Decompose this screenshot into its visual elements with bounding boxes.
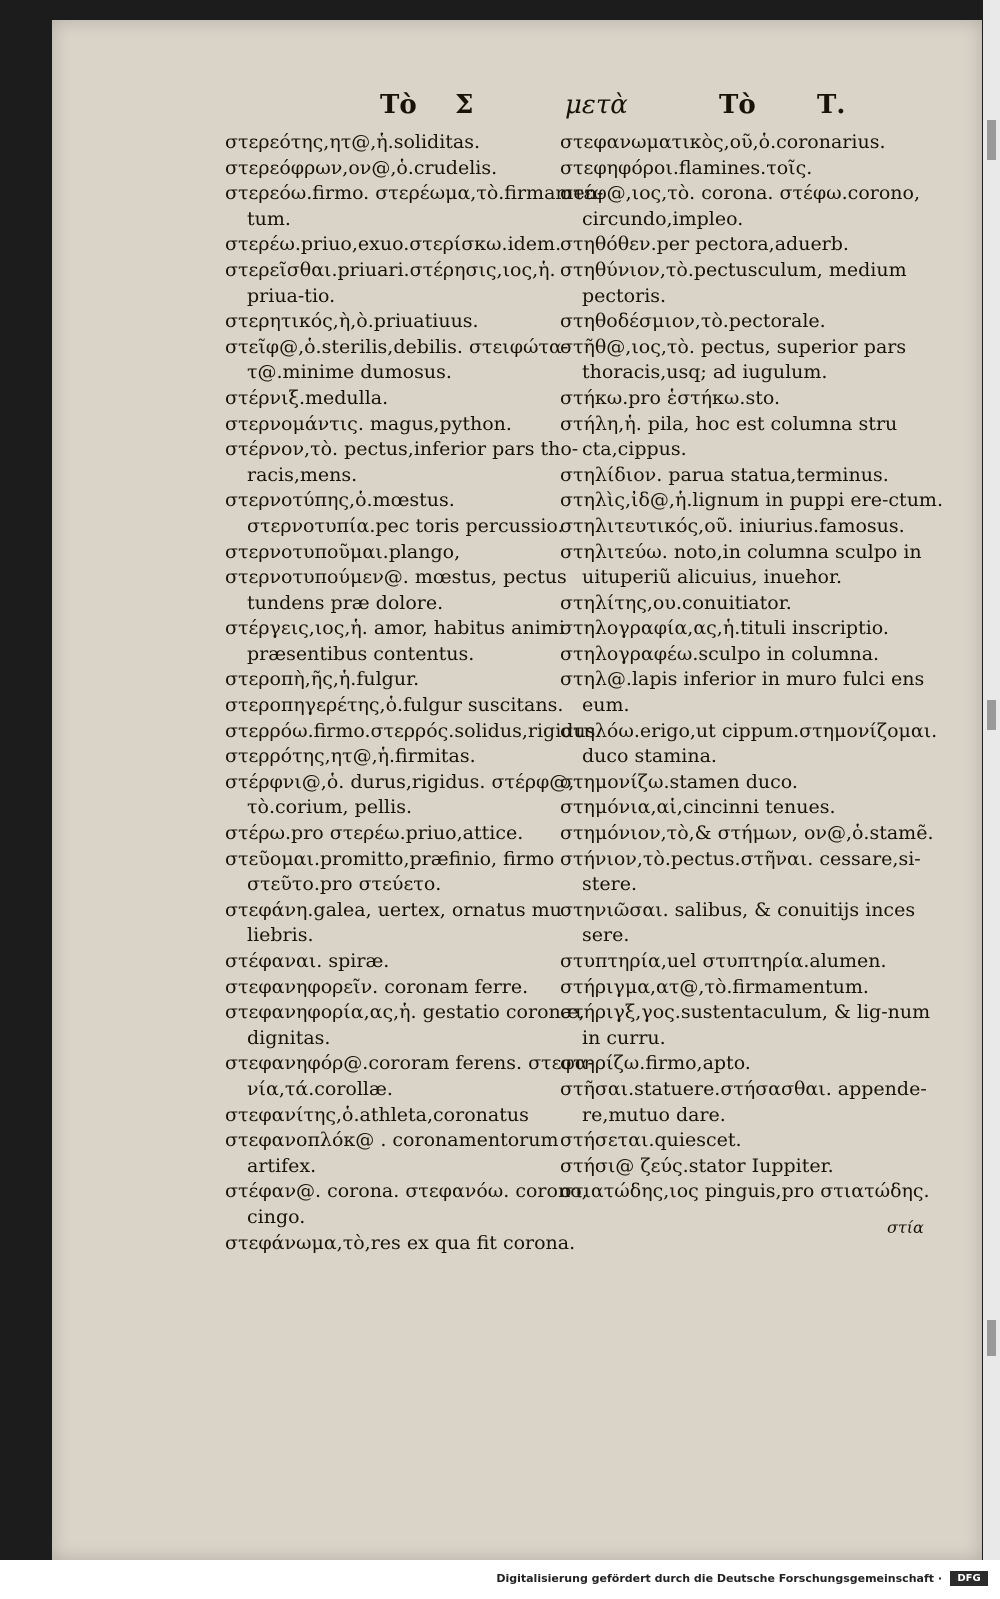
running-head-left-letter: Σ [455, 90, 474, 120]
dictionary-entry: στερεῖσθαι.priuari.στέρησις,ιος,ἡ. priua-tio. [225, 258, 556, 307]
dictionary-entry: στεφανηφορία,ας,ἡ. gestatio coronæ, dignitas. [225, 1001, 585, 1049]
dictionary-entry: στηλόω.erigo,ut cippum.στημονίζομαι. duco stamina. [560, 719, 938, 768]
dictionary-entry: στέφ@,ιος,τὸ. corona. στέφω.corono, circundo,impleo. [560, 182, 920, 230]
spine-strip [983, 0, 1000, 1560]
spine-mark [987, 120, 996, 160]
catchword: στία [887, 1218, 924, 1237]
dictionary-entry: στεφανηφόρ@.cororam ferens. στεφα-νία,τά.corollæ. [225, 1052, 594, 1100]
dictionary-entry: στερητικός,ὴ,ὸ.priuatiuus. [225, 310, 479, 333]
dictionary-entry: στηλίδιον. parua statua,terminus. [560, 463, 889, 486]
dictionary-entry: στήριγμα,ατ@,τὸ.firmamentum. [560, 975, 869, 998]
dictionary-entry: στεῖφ@,ὁ.sterilis,debilis. στειφώτα-τ@.minime dumosus. [225, 335, 569, 384]
dictionary-entry: στέφαν@. corona. στεφανόω. corono, cingo. [225, 1180, 588, 1228]
dictionary-entry: στέρφνι@,ὁ. durus,rigidus. στέρφ@, τὸ.corium, pellis. [225, 770, 575, 819]
dictionary-entry: στεφανηφορεῖν. coronam ferre. [225, 975, 529, 998]
dictionary-entry: στερνοτυπούμεν@. mœstus, pectus tundens præ dolore. [225, 566, 567, 614]
dictionary-entry: στηθύνιον,τὸ.pectusculum, medium pectoris. [560, 258, 907, 307]
right-column [560, 130, 950, 1205]
dictionary-entry: στερρόω.firmo.στερρός.solidus,rigidus [225, 719, 596, 742]
running-head-middle: μετὰ [565, 90, 628, 120]
dictionary-entry: στημόνια,αἱ,cincinni tenues. [560, 796, 836, 819]
dictionary-entry: στέρνον,τὸ. pectus,inferior pars tho-racis,mens. [225, 438, 579, 486]
dictionary-entry: στεφηφόροι.flamines.τοῖς. [560, 156, 813, 179]
dictionary-entry: στήλη,ἡ. pila, hoc est columna stru cta,cippus. [560, 412, 898, 461]
dictionary-entry: στῆθ@,ιος,τὸ. pectus, superior pars thoracis,usq; ad iugulum. [560, 335, 907, 384]
running-head [52, 90, 982, 130]
dictionary-entry: στεφανοπλόκ@ . coronamentorum artifex. [225, 1129, 559, 1177]
dictionary-entry: στῆσαι.statuere.στήσασθαι. appende-re,mutuo dare. [560, 1077, 927, 1126]
dictionary-entry: στυπτηρία,uel στυπτηρία.alumen. [560, 950, 887, 972]
running-head-right-letter: Τ. [817, 90, 846, 120]
dictionary-entry: στερεόφρων,ον@,ὁ.crudelis. [225, 156, 498, 179]
dictionary-entry: στεῦομαι.promitto,præfinio, firmo στεῦτο.pro στεύετο. [225, 847, 555, 896]
dictionary-entry: στήσι@ ζεύς.stator Iuppiter. [560, 1154, 834, 1177]
dictionary-entry: στημονίζω.stamen duco. [560, 770, 798, 793]
dictionary-entry: στιατώδης,ιος pinguis,pro στιατώδης. [560, 1180, 930, 1203]
running-head-left-word: Τὸ [380, 90, 417, 120]
dictionary-entry: στεροπηγερέτης,ὁ.fulgur suscitans. [225, 694, 564, 717]
dictionary-entry: στήσεται.quiescet. [560, 1129, 742, 1152]
dictionary-entry: στήκω.pro ἑστήκω.sto. [560, 386, 780, 409]
dictionary-entry: στέφαναι. spiræ. [225, 950, 390, 972]
dictionary-entry: στηθοδέσμιον,τὸ.pectorale. [560, 310, 826, 333]
dictionary-entry: στεφάνη.galea, uertex, ornatus mu liebris. [225, 898, 562, 947]
dictionary-entry: στηλὶς,ἰδ@,ἡ.lignum in puppi ere-ctum. [560, 489, 943, 512]
dictionary-entry: στημόνιον,τὸ,& στήμων, ον@,ὁ.stamẽ. [560, 822, 934, 845]
dictionary-entry: στεφανωματικὸς,οῦ,ὁ.coronarius. [560, 131, 886, 153]
spine-mark [987, 1320, 996, 1356]
dictionary-entry: στεροπὴ,ῆς,ἡ.fulgur. [225, 668, 420, 691]
dictionary-entry: στηλογραφέω.sculpo in columna. [560, 642, 880, 665]
dictionary-entry: στερρότης,ητ@,ἡ.firmitas. [225, 745, 476, 768]
dictionary-entry: στεφάνωμα,τὸ,res ex qua fit corona. [225, 1231, 576, 1254]
dictionary-entry: στερεόω.firmo. στερέωμα,τὸ.firmamen-tum. [225, 182, 604, 230]
running-head-right-word: Τὸ [719, 90, 756, 120]
dictionary-entry: στηλογραφία,ας,ἡ.tituli inscriptio. [560, 617, 889, 640]
dictionary-entry: στερνοτυποῦμαι.plango, [225, 540, 461, 563]
dictionary-entry: στέργεις,ιος,ἡ. amor, habitus animi præsentibus contentus. [225, 617, 565, 665]
dictionary-entry: στηρίζω.firmo,apto. [560, 1052, 751, 1075]
dictionary-entry: στήριγξ,γος.sustentaculum, & lig-num in curru. [560, 1001, 931, 1049]
dictionary-entry: στηλιτεύω. noto,in columna sculpo in uituperiũ alicuius, inuehor. [560, 540, 922, 589]
dictionary-entry: στηλ@.lapis inferior in muro fulci ens eum. [560, 668, 925, 717]
dictionary-entry: στερνομάντις. magus,python. [225, 412, 512, 435]
dictionary-entry: στηλίτης,ου.conuitiator. [560, 591, 792, 614]
dictionary-entry: στερνοτύπης,ὁ.mœstus. στερνοτυπία.pec toris percussio. [225, 489, 564, 537]
dictionary-entry: στηνιῶσαι. salibus, & conuitijs inces sere. [560, 898, 916, 947]
dictionary-entry: στηθόθεν.per pectora,aduerb. [560, 233, 849, 256]
dictionary-entry: στερεότης,ητ@,ἡ.soliditas. [225, 131, 481, 153]
dictionary-entry: στήνιον,τὸ.pectus.στῆναι. cessare,si-stere. [560, 847, 921, 896]
footer-credit: Digitalisierung gefördert durch die Deutsche Forschungsgemeinschaft · [496, 1572, 942, 1585]
dictionary-entry: στεφανίτης,ὁ.athleta,coronatus [225, 1103, 529, 1126]
spine-mark [987, 700, 996, 730]
dictionary-entry: στέρνιξ.medulla. [225, 386, 389, 409]
footer [0, 1572, 1000, 1592]
left-column [225, 130, 605, 1256]
dictionary-entry: στερέω.priuo,exuo.στερίσκω.idem. [225, 233, 562, 256]
dfg-logo: DFG [950, 1571, 988, 1586]
dictionary-entry: στέρω.pro στερέω.priuo,attice. [225, 822, 524, 845]
dictionary-entry: στηλιτευτικός,οῦ. iniurius.famosus. [560, 514, 905, 537]
